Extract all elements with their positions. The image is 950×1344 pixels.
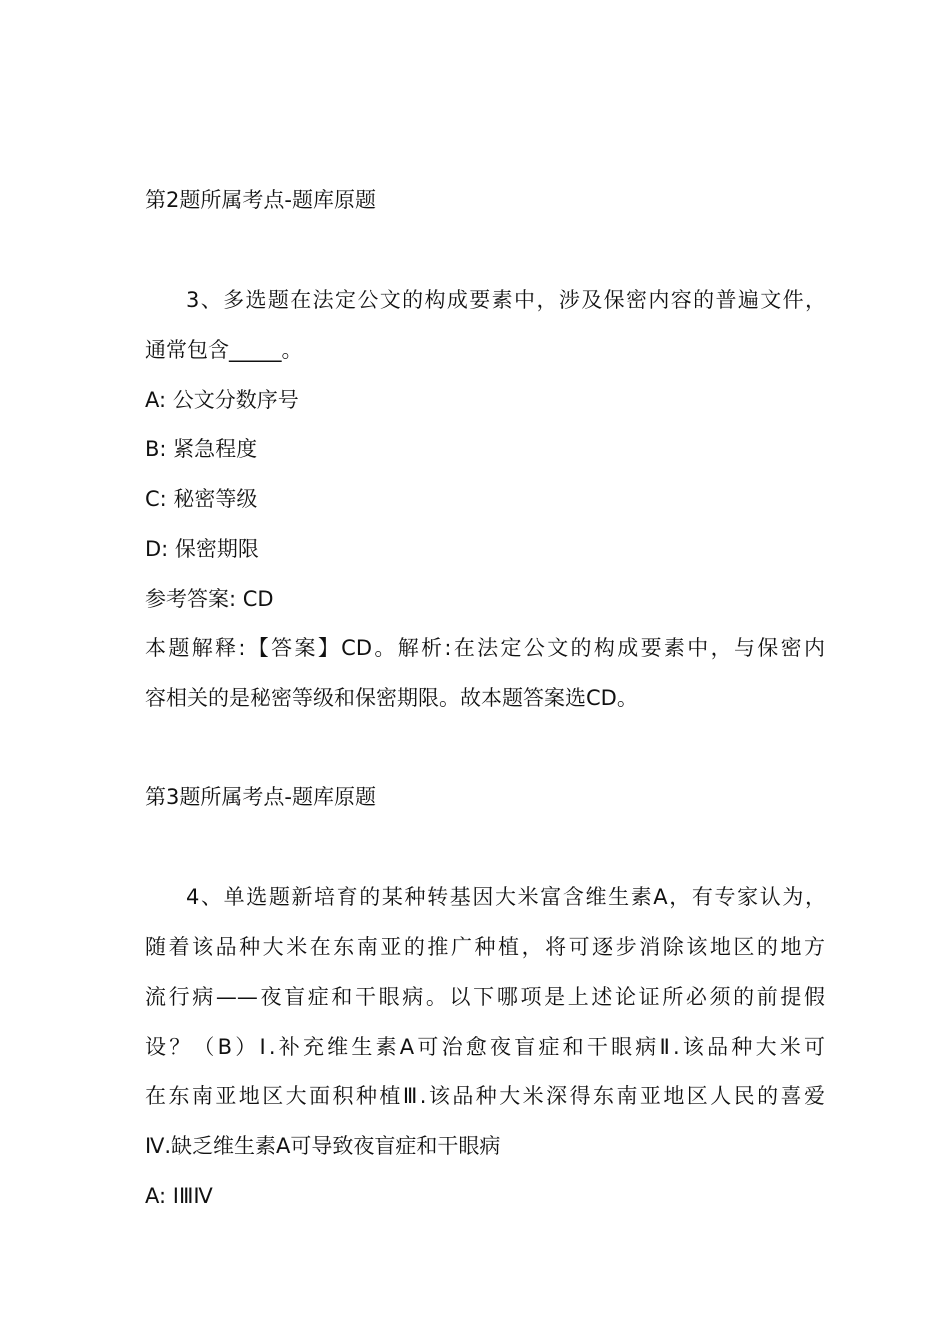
question-source-label: 第2题所属考点-题库原题 [145,188,376,212]
question-stem-line: 在东南亚地区大面积种植Ⅲ.该品种大米深得东南亚地区人民的喜爱 [145,1084,825,1108]
question-stem-line: 设？（B）Ⅰ.补充维生素A可治愈夜盲症和干眼病Ⅱ.该品种大米可 [145,1035,825,1059]
question-stem-line: 流行病——夜盲症和干眼病。以下哪项是上述论证所必须的前提假 [145,985,825,1009]
question-stem-line: 通常包含_____。 [145,338,303,362]
question-stem-line: 4、单选题新培育的某种转基因大米富含维生素A，有专家认为， [186,885,826,909]
explanation-line: 容相关的是秘密等级和保密期限。故本题答案选CD。 [145,686,638,710]
option-d: D: 保密期限 [145,537,259,561]
question-stem-line: 3、多选题在法定公文的构成要素中，涉及保密内容的普遍文件， [186,288,826,312]
question-stem-line: 随着该品种大米在东南亚的推广种植，将可逐步消除该地区的地方 [145,935,825,959]
option-c: C: 秘密等级 [145,487,258,511]
option-b: B: 紧急程度 [145,437,258,461]
option-a: A: ⅠⅢⅣ [145,1184,213,1208]
explanation-line: 本题解释:【答案】CD。解析:在法定公文的构成要素中，与保密内 [145,636,825,660]
reference-answer: 参考答案: CD [145,587,274,611]
question-stem-line: Ⅳ.缺乏维生素A可导致夜盲症和干眼病 [145,1134,501,1158]
question-source-label: 第3题所属考点-题库原题 [145,785,376,809]
option-a: A: 公文分数序号 [145,388,299,412]
